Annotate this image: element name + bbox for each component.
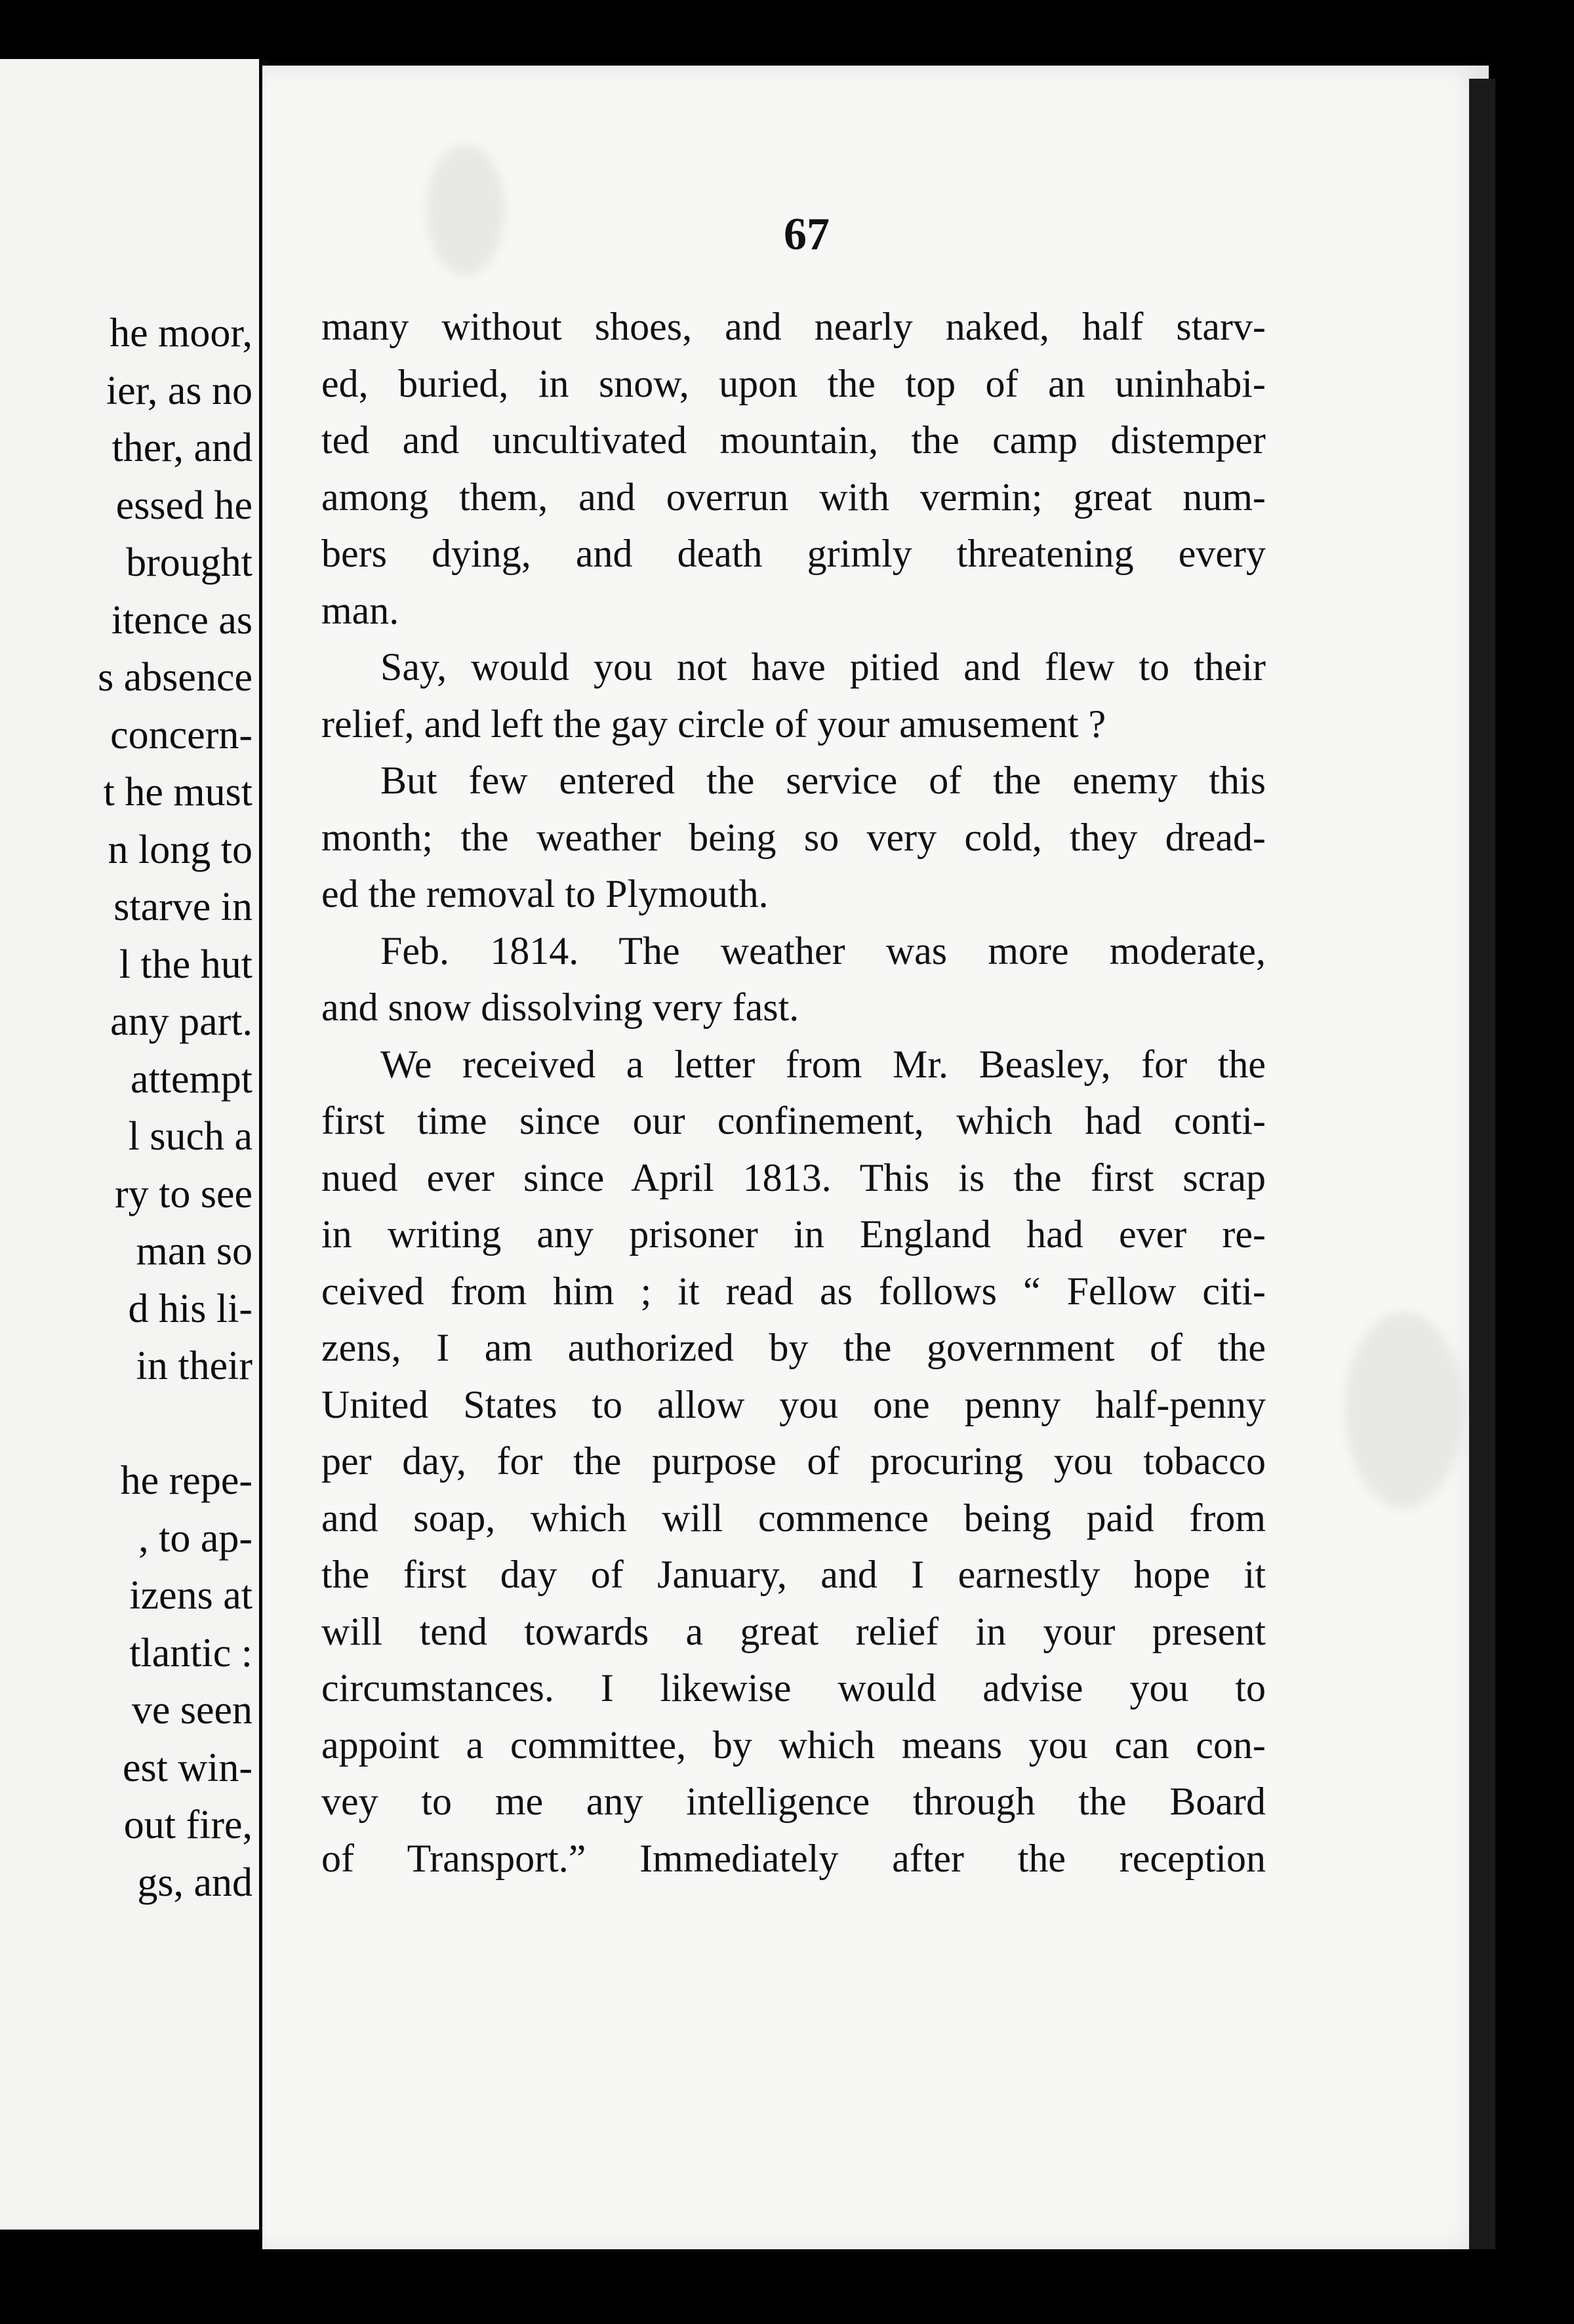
page-number: 67 <box>784 209 830 260</box>
text-line: But few entered the service of the enemy this <box>380 759 1266 802</box>
left-line: ve seen <box>131 1688 252 1733</box>
left-line <box>0 1395 252 1453</box>
paper-stain <box>426 144 505 275</box>
left-line: gs, and <box>137 1860 252 1905</box>
left-line: attempt <box>131 1056 252 1102</box>
text-line: vey to me any intelligence through the Board <box>321 1780 1266 1823</box>
text-line: per day, for the purpose of procuring you tobacco <box>321 1439 1266 1483</box>
text-line: man. <box>321 588 399 632</box>
page-body-text <box>321 298 1266 1887</box>
left-line: in their <box>136 1344 252 1388</box>
text-line: relief, and left the gay circle of your amusement ? <box>321 702 1106 746</box>
text-line: zens, I am authorized by the government of the <box>321 1326 1266 1369</box>
left-line: concern- <box>110 712 252 757</box>
text-line: and soap, which will commence being paid from <box>321 1496 1266 1540</box>
left-line: man so <box>136 1229 252 1273</box>
left-line: ier, as no <box>106 368 252 413</box>
left-line: any part. <box>110 999 252 1044</box>
text-line: first time since our confinement, which had conti- <box>321 1099 1266 1142</box>
left-page <box>0 59 259 2230</box>
text-line: ed the removal to Plymouth. <box>321 872 769 915</box>
left-line: he repe- <box>120 1458 252 1503</box>
left-line: essed he <box>115 483 252 528</box>
text-line: circumstances. I likewise would advise you to <box>321 1666 1266 1710</box>
text-line: the first day of January, and I earnestly hope it <box>321 1553 1266 1596</box>
text-line: and snow dissolving very fast. <box>321 986 799 1029</box>
paper-stain <box>1344 1312 1463 1508</box>
left-line: l such a <box>128 1114 252 1159</box>
left-line: t he must <box>103 770 252 814</box>
text-line: appoint a committee, by which means you can con- <box>321 1723 1266 1767</box>
text-line: nued ever since April 1813. This is the first scrap <box>321 1155 1266 1199</box>
left-line: l the hut <box>119 942 252 987</box>
text-line: Feb. 1814. The weather was more moderate, <box>380 929 1266 972</box>
text-line: ceived from him ; it read as follows “ Fellow citi- <box>321 1269 1266 1313</box>
left-line: ry to see <box>114 1171 252 1216</box>
text-line: month; the weather being so very cold, they dread- <box>321 815 1266 859</box>
text-line: among them, and overrun with vermin; great num- <box>321 475 1266 519</box>
left-line: tlantic : <box>129 1630 252 1675</box>
text-line: many without shoes, and nearly naked, half starv- <box>321 305 1266 348</box>
left-page-text <box>0 305 252 1912</box>
text-line: of Transport.” Immediately after the reception <box>321 1836 1266 1880</box>
page-edge <box>1469 79 1495 2249</box>
text-line: bers dying, and death grimly threatening every <box>321 532 1266 575</box>
left-line: ther, and <box>111 426 252 470</box>
left-line: out fire, <box>123 1803 252 1847</box>
left-line: d his li- <box>128 1286 252 1331</box>
text-line: ted and uncultivated mountain, the camp distemper <box>321 418 1266 462</box>
text-line: We received a letter from Mr. Beasley, for the <box>380 1042 1266 1086</box>
left-line: starve in <box>113 885 252 929</box>
left-line: he moor, <box>110 311 252 355</box>
text-line: Say, would you not have pitied and flew to their <box>380 645 1266 689</box>
left-line: brought <box>126 540 252 585</box>
left-line: itence as <box>111 597 252 643</box>
left-line: s absence <box>98 655 252 700</box>
left-line: est win- <box>122 1745 252 1790</box>
left-line: n long to <box>108 827 252 872</box>
text-line: United States to allow you one penny half-penny <box>321 1382 1266 1426</box>
text-line: ed, buried, in snow, upon the top of an uninhabi- <box>321 361 1266 405</box>
left-line: izens at <box>129 1573 252 1618</box>
text-line: will tend towards a great relief in your present <box>321 1609 1266 1653</box>
left-line: , to ap- <box>138 1515 252 1561</box>
text-line: in writing any prisoner in England had ever re- <box>321 1212 1266 1256</box>
